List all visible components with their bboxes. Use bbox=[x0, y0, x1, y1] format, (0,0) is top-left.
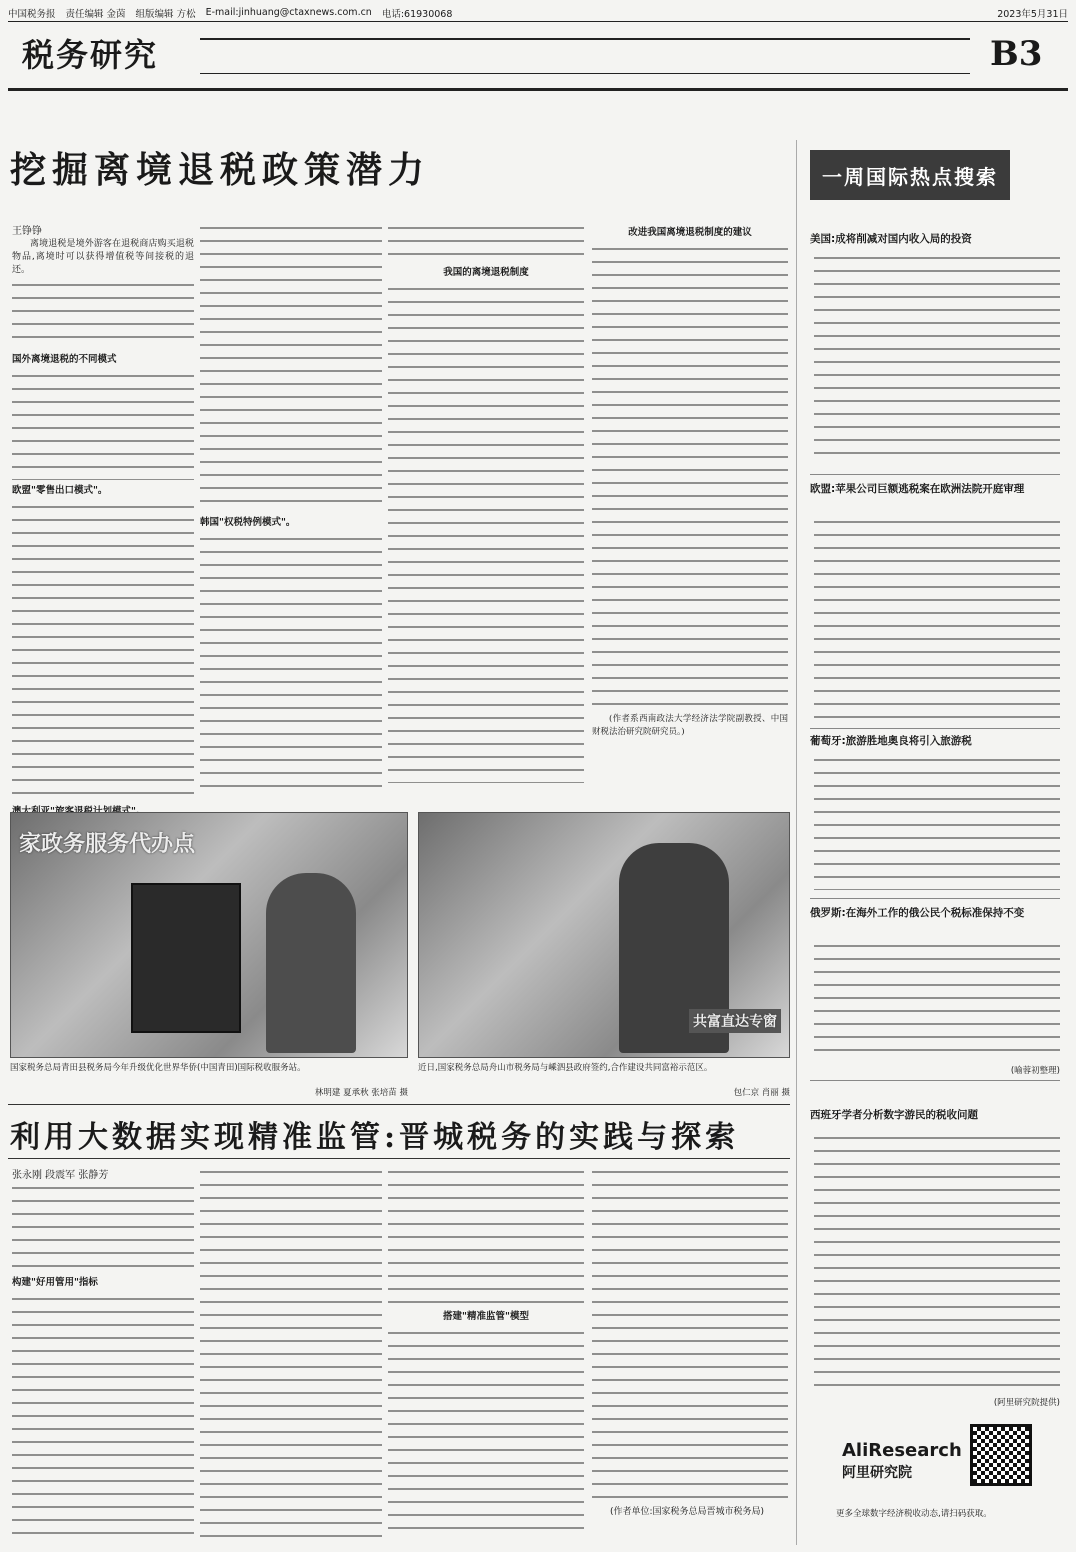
article2-text-block bbox=[388, 1166, 584, 1306]
photo-right-caption: 近日,国家税务总局舟山市税务局与嵊泗县政府签约,合作建设共同富裕示范区。 bbox=[418, 1063, 713, 1073]
article1-para-korea: 韩国"权税特例模式"。 bbox=[200, 517, 296, 528]
header-divider bbox=[8, 88, 1068, 91]
article1-column-1 bbox=[12, 238, 194, 798]
photo-left bbox=[10, 812, 408, 1058]
article2-subhead-2: 搭建"精准监管"模型 bbox=[443, 1311, 529, 1322]
sidebar-separator bbox=[810, 728, 1060, 729]
photo-right-sign: 共富直达专窗 bbox=[689, 1009, 781, 1033]
issue-date: 2023年5月31日 bbox=[997, 8, 1068, 20]
article-divider bbox=[8, 1104, 790, 1105]
qr-code-icon[interactable] bbox=[970, 1424, 1032, 1486]
article2-column-1 bbox=[12, 1182, 194, 1544]
phone: 电话:61930068 bbox=[381, 8, 453, 20]
article1-text-block bbox=[200, 533, 382, 793]
article2-column-3 bbox=[388, 1166, 584, 1544]
sidebar-banner: 一周国际热点搜索 bbox=[810, 150, 1010, 200]
sidebar-separator bbox=[810, 898, 1060, 899]
article2-text-block bbox=[388, 1327, 584, 1537]
article2-text-block bbox=[12, 1182, 194, 1272]
section-rule bbox=[200, 38, 970, 74]
section-title: 税务研究 bbox=[22, 36, 159, 74]
sidebar-spain-credit: (阿里研究院提供) bbox=[993, 1398, 1060, 1408]
sidebar-item-usa-head: 美国:成将削减对国内收入局的投资 bbox=[810, 233, 972, 245]
sidebar-item-eu-body bbox=[814, 516, 1060, 722]
article2-column-2 bbox=[200, 1166, 382, 1544]
article1-text-block bbox=[388, 283, 584, 783]
article2-byline: 张永刚 段震军 张静芳 bbox=[12, 1170, 109, 1181]
editor: 责任编辑 金茵 bbox=[65, 8, 126, 20]
article1-text-block bbox=[12, 370, 194, 480]
photo-right-credit: 包仁京 肖丽 摄 bbox=[733, 1088, 790, 1098]
sidebar-item-russia-body bbox=[814, 940, 1060, 1058]
photo-right bbox=[418, 812, 790, 1058]
article1-lead: 离境退税是境外游客在退税商店购买退税物品,离境时可以获得增值税等间接税的退还。 bbox=[12, 239, 194, 275]
sidebar-item-spain-body bbox=[814, 1132, 1060, 1390]
article1-text-block bbox=[200, 222, 382, 512]
monitor-shape bbox=[131, 883, 241, 1033]
article2-text-block bbox=[12, 1293, 194, 1543]
article1-subhead-1: 国外离境退税的不同模式 bbox=[12, 354, 117, 365]
article1-subhead-3: 改进我国离境退税制度的建议 bbox=[628, 227, 752, 238]
sidebar-slogan: 更多全球数字经济税收动态,请扫码获取。 bbox=[836, 1509, 992, 1519]
paper-name: 中国税务报 bbox=[8, 8, 56, 20]
sidebar-item-usa-body bbox=[814, 252, 1060, 464]
sidebar-item-eu-head: 欧盟:苹果公司巨额逃税案在欧洲法院开庭审理 bbox=[810, 483, 1025, 495]
page-number: B3 bbox=[990, 34, 1043, 74]
article1-text-block bbox=[592, 243, 788, 713]
article2-column-4 bbox=[592, 1166, 788, 1544]
article1-column-2 bbox=[200, 222, 382, 798]
sidebar-item-spain-head: 西班牙学者分析数字游民的税收问题 bbox=[810, 1109, 978, 1121]
sidebar-item-russia-head: 俄罗斯:在海外工作的俄公民个税标准保持不变 bbox=[810, 907, 1025, 919]
article2-text-block bbox=[592, 1166, 788, 1506]
photo-left-sign: 家政务服务代办点 bbox=[19, 832, 196, 857]
sidebar-russia-credit: (喻蓉初整理) bbox=[1010, 1066, 1060, 1076]
sidebar-separator bbox=[810, 474, 1060, 475]
aliresearch-logo-cn: 阿里研究院 bbox=[842, 1465, 912, 1481]
article1-text-block bbox=[12, 279, 194, 349]
article2-author-note: (作者单位:国家税务总局晋城市税务局) bbox=[610, 1507, 765, 1517]
article1-text-block bbox=[12, 501, 194, 801]
photo-left-caption: 国家税务总局青田县税务局今年升级优化世界华侨(中国青田)国际税收服务站。 bbox=[10, 1063, 306, 1073]
article2-text-block bbox=[200, 1166, 382, 1540]
aliresearch-logo-en: AliResearch bbox=[842, 1440, 962, 1461]
article2-divider bbox=[8, 1158, 790, 1159]
person-shape bbox=[266, 873, 356, 1053]
designer: 组版编辑 方松 bbox=[135, 8, 196, 20]
article1-para-zero-export: 欧盟"零售出口模式"。 bbox=[12, 485, 108, 496]
article1-column-3 bbox=[388, 222, 584, 798]
article1-headline: 挖掘离境退税政策潜力 bbox=[10, 149, 431, 191]
article2-subhead-1: 构建"好用管用"指标 bbox=[12, 1277, 98, 1288]
sidebar-item-portugal-body bbox=[814, 754, 1060, 890]
article1-byline: 王铮铮 bbox=[12, 226, 42, 237]
article1-text-block bbox=[388, 222, 584, 262]
article1-column-4 bbox=[592, 222, 788, 798]
email: E-mail:jinhuang@ctaxnews.com.cn bbox=[205, 7, 372, 18]
article1-author-bio: (作者系西南政法大学经济法学院副教授、中国财税法治研究院研究员。) bbox=[592, 714, 788, 737]
photo-left-credit: 林明建 夏承秋 张培苗 摄 bbox=[314, 1088, 408, 1098]
sidebar-item-portugal-head: 葡萄牙:旅游胜地奥良将引入旅游税 bbox=[810, 735, 972, 747]
sidebar-separator bbox=[810, 1080, 1060, 1081]
article1-subhead-2: 我国的离境退税制度 bbox=[443, 267, 529, 278]
masthead-bar bbox=[8, 4, 1068, 22]
article2-headline: 利用大数据实现精准监管:晋城税务的实践与探索 bbox=[10, 1120, 740, 1155]
